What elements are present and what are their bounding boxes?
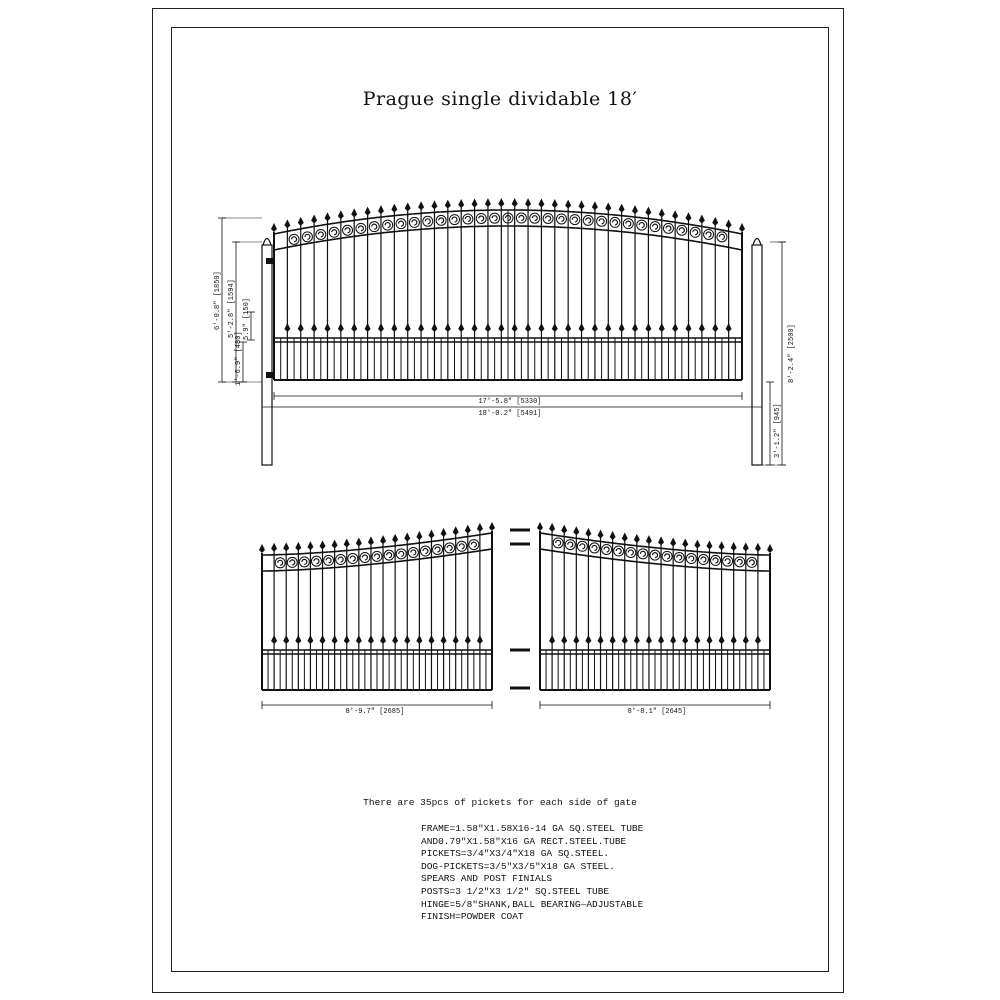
- mid-spear: [428, 635, 434, 644]
- arch-rise-label: 5.9" [150]: [243, 297, 251, 340]
- scroll-ornament: [674, 552, 684, 562]
- mid-spear: [307, 635, 313, 644]
- mid-spear: [672, 323, 678, 332]
- picket-spear: [311, 214, 317, 223]
- scroll-ornament: [711, 555, 721, 565]
- end-finial: [259, 544, 265, 553]
- mid-spear: [485, 323, 491, 332]
- picket-spear: [512, 198, 518, 207]
- dimension-lines: [218, 218, 786, 709]
- left-post: [262, 239, 272, 466]
- mid-spear: [646, 635, 652, 644]
- scroll-ornament: [289, 234, 299, 244]
- mid-spear: [632, 323, 638, 332]
- scroll-ornament: [698, 555, 708, 565]
- hinge-icon: [266, 258, 274, 264]
- scroll-ornament: [690, 227, 700, 237]
- scroll-ornament: [336, 555, 346, 565]
- scroll-ornament: [650, 222, 660, 232]
- picket-spear: [610, 531, 616, 540]
- scroll-ornament: [469, 540, 479, 550]
- mid-spear: [378, 323, 384, 332]
- picket-spear: [549, 523, 555, 532]
- spec-finish: FINISH=POWDER COAT: [421, 911, 524, 923]
- spec-hinge: HINGE=5/8"SHANK,BALL BEARING—ADJUSTABLE: [421, 898, 644, 910]
- mid-spear: [416, 635, 422, 644]
- mid-spear: [298, 323, 304, 332]
- scroll-ornament: [348, 554, 358, 564]
- scroll-ornament: [360, 552, 370, 562]
- picket-spear: [659, 208, 665, 217]
- picket-spear: [378, 205, 384, 214]
- scroll-ornament: [662, 551, 672, 561]
- scroll-ornament: [433, 545, 443, 555]
- gate-height-label: 5'-2.8" [1594]: [228, 279, 236, 338]
- picket-spear: [405, 202, 411, 211]
- scroll-ornament: [602, 545, 612, 555]
- post-buried-label: 3'-1.2" [945]: [774, 403, 782, 458]
- scroll-ornament: [311, 556, 321, 566]
- picket-spear: [338, 210, 344, 219]
- mid-spear: [344, 635, 350, 644]
- picket-spear: [465, 525, 471, 534]
- picket-spear: [428, 530, 434, 539]
- picket-spear: [645, 207, 651, 216]
- picket-spear: [431, 200, 437, 209]
- mid-spear: [755, 635, 761, 644]
- mid-spear: [561, 635, 567, 644]
- hinge-icon: [266, 372, 274, 378]
- mid-spear: [682, 635, 688, 644]
- picket-spear: [670, 537, 676, 546]
- bottom-height-label: 1'-6.9" [480]: [235, 331, 243, 386]
- left-leaf-panel: [259, 522, 495, 690]
- scroll-ornament: [396, 219, 406, 229]
- mid-spear: [634, 635, 640, 644]
- post-cap: [263, 239, 271, 246]
- picket-spear: [605, 202, 611, 211]
- picket-spear: [351, 208, 357, 217]
- mid-spear: [453, 635, 459, 644]
- spec-dog-pickets: DOG-PICKETS=3/5"X3/5"X18 GA STEEL.: [421, 860, 615, 872]
- picket-spear: [477, 523, 483, 532]
- top-rail: [540, 533, 770, 555]
- opening-width-label: 18'-0.2" [5491]: [478, 410, 542, 418]
- picket-spear: [565, 200, 571, 209]
- scroll-ornament: [626, 547, 636, 557]
- mid-spear: [670, 635, 676, 644]
- picket-spear: [743, 542, 749, 551]
- picket-count-note: There are 35pcs of pickets for each side of gate: [363, 797, 637, 808]
- scroll-ornament: [457, 541, 467, 551]
- scroll-ornament: [553, 538, 563, 548]
- picket-spear: [298, 217, 304, 226]
- scroll-ornament: [597, 216, 607, 226]
- scroll-ornament: [717, 232, 727, 242]
- overall-height-label: 6'-0.8" [1850]: [214, 271, 222, 330]
- mid-spear: [320, 635, 326, 644]
- picket-spear: [472, 198, 478, 207]
- drawing-title: Prague single dividable 18′: [362, 88, 638, 110]
- picket-spear: [634, 534, 640, 543]
- mid-spear: [477, 635, 483, 644]
- mid-spear: [645, 323, 651, 332]
- scroll-ornament: [565, 540, 575, 550]
- picket-spear: [441, 528, 447, 537]
- mid-spear: [324, 323, 330, 332]
- mid-spear: [619, 323, 625, 332]
- scroll-ornament: [396, 549, 406, 559]
- post-buried-dim: [766, 382, 774, 465]
- scroll-ornament: [650, 550, 660, 560]
- scroll-ornament: [343, 225, 353, 235]
- picket-spear: [271, 543, 277, 552]
- mid-spear: [686, 323, 692, 332]
- mid-spear: [538, 323, 544, 332]
- mid-spear: [592, 323, 598, 332]
- scroll-ornament: [490, 213, 500, 223]
- mid-spear: [610, 635, 616, 644]
- picket-spear: [719, 541, 725, 550]
- scroll-ornament: [577, 541, 587, 551]
- mid-spear: [598, 635, 604, 644]
- mid-spear: [712, 323, 718, 332]
- picket-spear: [418, 201, 424, 210]
- picket-spear: [380, 535, 386, 544]
- mid-spear: [284, 323, 290, 332]
- end-finial: [537, 522, 543, 531]
- picket-spear: [445, 200, 451, 209]
- spec-list: [421, 823, 643, 924]
- mid-spear: [706, 635, 712, 644]
- picket-spear: [453, 526, 459, 535]
- picket-spear: [525, 198, 531, 207]
- picket-spear: [295, 542, 301, 551]
- picket-spear: [694, 540, 700, 549]
- right-leaf-width-label: 8'-8.1" [2645]: [627, 708, 687, 716]
- mid-spear: [565, 323, 571, 332]
- scroll-ornament: [445, 543, 455, 553]
- picket-spear: [579, 200, 585, 209]
- picket-spear: [632, 205, 638, 214]
- right-post: [752, 239, 762, 466]
- scroll-ornament: [275, 558, 285, 568]
- mid-spear: [585, 635, 591, 644]
- mid-spear: [605, 323, 611, 332]
- mid-spear: [699, 323, 705, 332]
- picket-spear: [538, 198, 544, 207]
- scroll-ornament: [409, 217, 419, 227]
- scroll-ornament: [570, 215, 580, 225]
- picket-spear: [682, 539, 688, 548]
- mid-spear: [365, 323, 371, 332]
- mid-spear: [356, 635, 362, 644]
- scroll-ornament: [663, 223, 673, 233]
- picket-spear: [755, 543, 761, 552]
- picket-spear: [552, 199, 558, 208]
- picket-spear: [646, 535, 652, 544]
- scroll-ornament: [436, 215, 446, 225]
- picket-spear: [706, 540, 712, 549]
- scroll-ornament: [420, 546, 430, 556]
- picket-spear: [598, 530, 604, 539]
- picket-spear: [585, 528, 591, 537]
- picket-spear: [368, 536, 374, 545]
- scroll-ornament: [583, 215, 593, 225]
- mid-spear: [271, 635, 277, 644]
- picket-spear: [672, 210, 678, 219]
- mid-spear: [579, 323, 585, 332]
- picket-spear: [726, 219, 732, 228]
- mid-spear: [472, 323, 478, 332]
- mid-spear: [295, 635, 301, 644]
- post-cap: [753, 239, 761, 246]
- scroll-ornament: [614, 546, 624, 556]
- picket-spear: [573, 526, 579, 535]
- picket-spear: [658, 536, 664, 545]
- mid-spear: [726, 323, 732, 332]
- mid-spear: [431, 323, 437, 332]
- right-leaf-panel: [537, 522, 773, 690]
- mid-spear: [332, 635, 338, 644]
- mid-spear: [311, 323, 317, 332]
- picket-spear: [712, 217, 718, 226]
- picket-spear: [404, 532, 410, 541]
- scroll-ornament: [610, 217, 620, 227]
- scroll-ornament: [408, 547, 418, 557]
- mid-spear: [283, 635, 289, 644]
- scroll-ornament: [383, 220, 393, 230]
- picket-spear: [619, 204, 625, 213]
- scroll-ornament: [287, 557, 297, 567]
- mid-spear: [731, 635, 737, 644]
- picket-spear: [320, 540, 326, 549]
- spec-frame: FRAME=1.58"X1.58X16-14 GA SQ.STEEL TUBE: [421, 823, 644, 834]
- picket-spear: [561, 525, 567, 534]
- end-finial: [489, 522, 495, 531]
- left-leaf-width-label: 8'-9.7" [2685]: [345, 708, 405, 716]
- picket-spear: [356, 537, 362, 546]
- gate-width-label: 17'-5.8" [5330]: [478, 398, 542, 406]
- scroll-ornament: [329, 227, 339, 237]
- scroll-ornament: [299, 557, 309, 567]
- scroll-ornament: [302, 232, 312, 242]
- split-leaves-elevation: [259, 522, 773, 690]
- mid-spear: [418, 323, 424, 332]
- scroll-ornament: [556, 214, 566, 224]
- mid-spear: [458, 323, 464, 332]
- scroll-ornament: [372, 551, 382, 561]
- picket-spear: [498, 198, 504, 207]
- scroll-ornament: [704, 229, 714, 239]
- scroll-ornament: [316, 229, 326, 239]
- mid-spear: [549, 635, 555, 644]
- picket-spear: [731, 542, 737, 551]
- picket-spear: [332, 540, 338, 549]
- mid-spear: [525, 323, 531, 332]
- scroll-ornament: [735, 557, 745, 567]
- scroll-ornament: [463, 214, 473, 224]
- scroll-ornament: [530, 213, 540, 223]
- picket-spear: [284, 219, 290, 228]
- mid-spear: [552, 323, 558, 332]
- picket-spear: [365, 207, 371, 216]
- scroll-ornament: [450, 215, 460, 225]
- mid-spear: [338, 323, 344, 332]
- spec-pickets: PICKETS=3/4"X3/4"X18 GA SQ.STEEL.: [421, 848, 610, 860]
- spec-posts: POSTS=3 1/2"X3 1/2" SQ.STEEL TUBE: [421, 885, 610, 897]
- mid-spear: [392, 635, 398, 644]
- mid-spear: [622, 635, 628, 644]
- mid-spear: [719, 635, 725, 644]
- end-finial: [767, 544, 773, 553]
- scroll-ornament: [747, 557, 757, 567]
- scroll-ornament: [369, 222, 379, 232]
- picket-spear: [392, 534, 398, 543]
- scroll-ornament: [384, 550, 394, 560]
- mid-spear: [445, 323, 451, 332]
- picket-spear: [391, 204, 397, 213]
- scroll-ornament: [677, 225, 687, 235]
- scroll-ornament: [423, 216, 433, 226]
- picket-spear: [686, 212, 692, 221]
- mid-spear: [498, 323, 504, 332]
- spec-finials: SPEARS AND POST FINIALS: [421, 873, 553, 885]
- mid-spear: [380, 635, 386, 644]
- scroll-ornament: [723, 556, 733, 566]
- mid-spear: [441, 635, 447, 644]
- scroll-ornament: [356, 223, 366, 233]
- scroll-ornament: [637, 220, 647, 230]
- picket-spear: [592, 201, 598, 210]
- mid-spear: [465, 635, 471, 644]
- picket-spear: [324, 212, 330, 221]
- mid-spear: [404, 635, 410, 644]
- spec-frame-rect: AND0.79"X1.58"X16 GA RECT.STEEL.TUBE: [421, 835, 627, 847]
- picket-spear: [699, 214, 705, 223]
- post-height-label: 8'-2.4" [2500]: [788, 324, 796, 383]
- mid-spear: [405, 323, 411, 332]
- picket-spear: [344, 539, 350, 548]
- scroll-ornament: [686, 554, 696, 564]
- scroll-ornament: [476, 213, 486, 223]
- picket-spear: [283, 542, 289, 551]
- scroll-ornament: [623, 219, 633, 229]
- mid-spear: [368, 635, 374, 644]
- end-finial: [739, 223, 745, 232]
- mid-spear: [659, 323, 665, 332]
- picket-spear: [307, 541, 313, 550]
- scroll-ornament: [516, 213, 526, 223]
- mid-spear: [573, 635, 579, 644]
- picket-spear: [458, 199, 464, 208]
- mid-spear: [351, 323, 357, 332]
- mid-spear: [658, 635, 664, 644]
- scroll-ornament: [638, 549, 648, 559]
- picket-spear: [416, 531, 422, 540]
- mid-spear: [512, 323, 518, 332]
- end-finial: [271, 223, 277, 232]
- full-gate-elevation: [262, 198, 762, 465]
- scroll-ornament: [324, 555, 334, 565]
- mid-spear: [391, 323, 397, 332]
- scroll-ornament: [589, 543, 599, 553]
- picket-spear: [622, 532, 628, 541]
- picket-spear: [485, 198, 491, 207]
- mid-spear: [743, 635, 749, 644]
- mid-spear: [694, 635, 700, 644]
- scroll-ornament: [543, 213, 553, 223]
